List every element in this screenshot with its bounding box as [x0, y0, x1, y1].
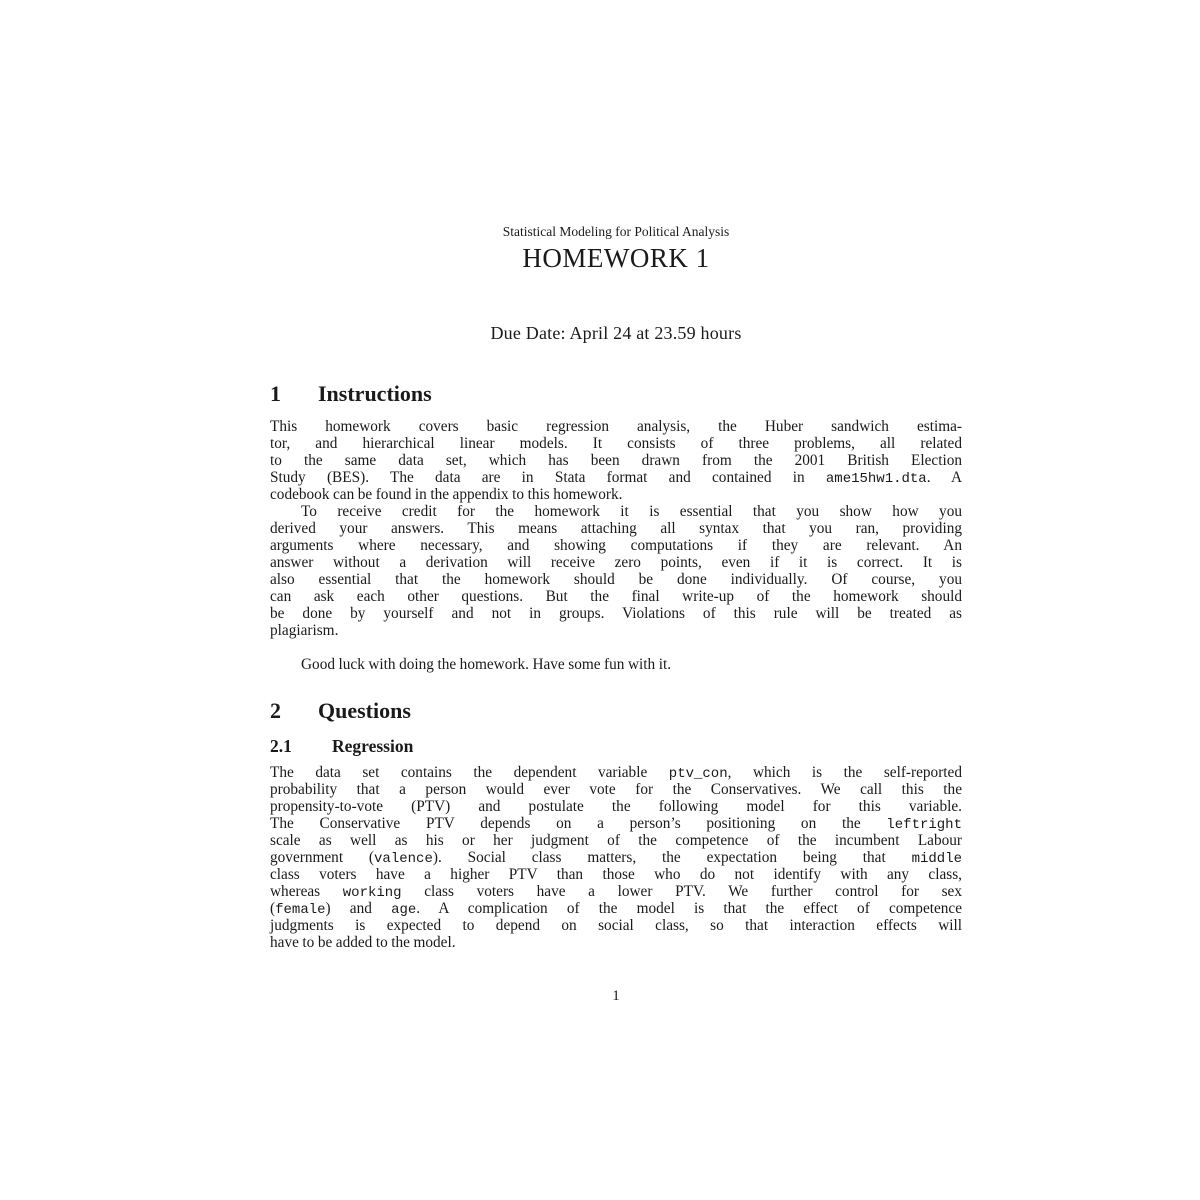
instructions-paragraph-2: [270, 503, 962, 639]
text-line: [270, 883, 962, 900]
text-span: (: [270, 900, 276, 918]
text-line: can ask each other questions. But the final write-up of the homework should: [270, 588, 962, 606]
course-name: Statistical Modeling for Political Analysis: [502, 224, 730, 239]
text-line: to the same data set, which has been drawn from the 2001 British Election: [270, 452, 962, 470]
instructions-paragraph-3: [270, 656, 962, 673]
variable-code: female: [275, 902, 326, 919]
text-line: plagiarism.: [270, 622, 339, 640]
due-date: Due Date: April 24 at 23.59 hours: [490, 323, 742, 343]
section-heading-instructions: [270, 380, 962, 408]
text-span: government (: [270, 849, 375, 867]
text-span: . A: [926, 469, 962, 487]
text-line: derived your answers. This means attaching all syntax that you ran, providing: [270, 520, 962, 538]
section-heading-questions: [270, 697, 962, 725]
section-title: Questions: [318, 698, 411, 723]
text-line: [270, 815, 962, 832]
text-line: have to be added to the model.: [270, 934, 456, 952]
text-span: The Conservative PTV depends on a person’s positioning on the: [270, 815, 887, 833]
text-line: [270, 849, 962, 866]
text-line: answer without a derivation will receive zero points, even if it is correct. It is: [270, 554, 962, 572]
variable-code: leftright: [886, 817, 962, 834]
text-span: class voters have a lower PTV. We further control for sex: [401, 883, 962, 901]
text-line: codebook can be found in the appendix to this homework.: [270, 486, 623, 504]
variable-code: middle: [911, 851, 963, 868]
text-span: The data set contains the dependent variable: [270, 764, 669, 781]
subsection-heading-regression: [270, 734, 962, 758]
text-line: be done by yourself and not in groups. Violations of this rule will be treated as: [270, 605, 962, 623]
text-line: Good luck with doing the homework. Have some fun with it.: [301, 656, 672, 673]
text-line: [270, 469, 962, 486]
subsection-title: Regression: [332, 736, 414, 756]
filename-code: ame15hw1.dta: [825, 471, 927, 488]
text-span: , which is the self-reported: [727, 764, 962, 781]
regression-paragraph: [270, 764, 962, 952]
text-line: also essential that the homework should be done individually. Of course, you: [270, 571, 962, 589]
section-title: Instructions: [318, 381, 432, 406]
instructions-paragraph-1: [270, 418, 962, 503]
text-line: This homework covers basic regression analysis, the Huber sandwich estima-: [270, 418, 962, 435]
text-line: class voters have a higher PTV than those who do not identify with any class,: [270, 866, 962, 884]
document-page: [270, 0, 962, 1200]
text-line: probability that a person would ever vote for the Conservatives. We call this the: [270, 781, 962, 799]
text-span: ) and: [325, 900, 392, 918]
text-line: [270, 900, 962, 917]
section-number: 2: [270, 698, 281, 723]
text-line: [270, 764, 962, 781]
section-number: 1: [270, 381, 281, 406]
variable-code: valence: [374, 851, 433, 868]
page-number: 1: [612, 988, 620, 1004]
variable-code: working: [342, 885, 402, 902]
homework-title: HOMEWORK 1: [522, 243, 710, 273]
text-line: propensity-to-vote (PTV) and postulate the following model for this variable.: [270, 798, 962, 816]
text-span: whereas: [270, 883, 343, 901]
variable-code: age: [391, 902, 417, 919]
variable-code: ptv_con: [668, 766, 728, 782]
text-span: Study (BES). The data are in Stata format and contained in: [270, 469, 826, 487]
text-line: tor, and hierarchical linear models. It consists of three problems, all related: [270, 435, 962, 453]
text-span: ). Social class matters, the expectation being that: [432, 849, 912, 867]
subsection-number: 2.1: [270, 736, 292, 756]
text-line: To receive credit for the homework it is essential that you show how you: [301, 503, 962, 520]
text-line: arguments where necessary, and showing computations if they are relevant. An: [270, 537, 962, 555]
text-span: . A complication of the model is that the effect of competence: [416, 900, 962, 918]
text-line: scale as well as his or her judgment of the competence of the incumbent Labour: [270, 832, 962, 850]
text-line: judgments is expected to depend on social class, so that interaction effects will: [270, 917, 962, 935]
